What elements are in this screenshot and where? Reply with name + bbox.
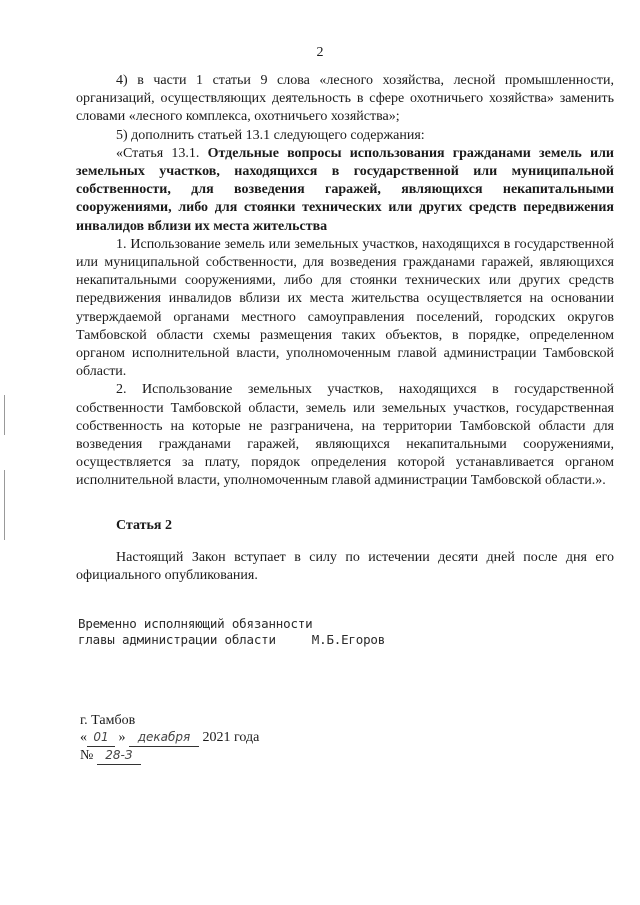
date-year: 2021 года — [202, 730, 260, 745]
law-text-body — [76, 72, 614, 585]
article-13-1 — [76, 145, 614, 236]
signature-title-line-1: Временно исполняющий обязанности — [78, 616, 313, 631]
date-day: 01 — [87, 729, 115, 747]
city: г. Тамбов — [80, 713, 136, 728]
paragraph-item-4: 4) в части 1 статьи 9 слова «лесного хозяйства, лесной промышленности, организаций, осуществляющих деятельность в сфере охотничьего хозяйства» заменить словами «лесного комплекса, охотничьего хозяйства»; — [76, 73, 614, 125]
date-close-quote: » — [118, 730, 126, 745]
binding-mark — [4, 470, 5, 540]
article-13-1-title: Отдельные вопросы использования гражданами земель или земельных участков, находящихся в государственной или муниципальной собственности, для возведения гаражей, являющихся некапитальными сооружениями, либо для стоянки технических или других средств передвижения инвалидов вблизи их места жительства — [76, 145, 614, 234]
signature-block — [78, 616, 385, 648]
date-line — [80, 729, 259, 747]
signer-name: М.Б.Егоров — [311, 632, 386, 647]
law-number: 28-З — [97, 747, 141, 765]
number-prefix: № — [80, 748, 94, 763]
article-2-heading: Статья 2 — [116, 517, 172, 533]
date-open-quote: « — [80, 730, 87, 745]
article-13-1-point-2: 2. Использование земельных участков, находящихся в государственной собственности Тамбовской области, земель или земельных участков, государственная собственность на которые не разграничена, на территории Тамбовской области для возведения гражданами гаражей, являющихся некапитальными сооружениями, осуществляется за плату, порядок определения которой устанавливается органом исполнительной власти, уполномоченным главой администрации Тамбовской области.». — [76, 382, 614, 489]
article-13-1-point-1: 1. Использование земель или земельных участков, находящихся в государственной или муниципальной собственности, для возведения гражданами гаражей, являющихся некапитальными сооружениями, либо для стоянки технических или других средств передвижения инвалидов вблизи их места жительства осуществляется на основании утверждаемой органами местного самоуправления поселений, городских округов Тамбовской области схемы размещения таких объектов, в порядке, определенном органом исполнительной власти, уполномоченным главой администрации Тамбовской области. — [76, 236, 614, 380]
number-line — [80, 747, 259, 765]
signature-title-line-2: главы администрации области — [78, 632, 276, 647]
binding-mark — [4, 395, 5, 435]
article-13-1-prefix: «Статья 13.1. — [116, 145, 208, 161]
place-date-block — [80, 712, 259, 765]
page-number: 2 — [316, 45, 324, 60]
date-month: декабря — [129, 729, 199, 747]
paragraph-item-5: 5) дополнить статьей 13.1 следующего содержания: — [116, 127, 425, 143]
article-2-text: Настоящий Закон вступает в силу по истечении десяти дней после дня его официального опубликования. — [76, 549, 614, 584]
